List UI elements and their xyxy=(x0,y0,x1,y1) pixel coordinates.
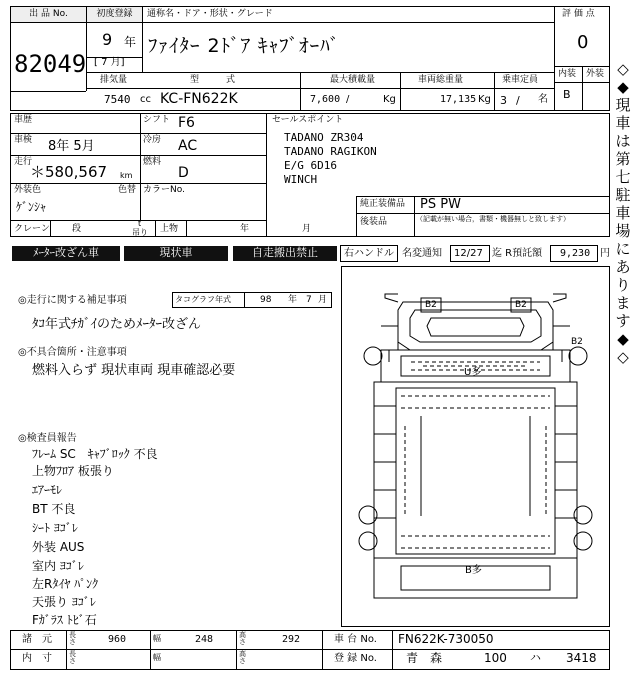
score-value: 0 xyxy=(577,32,589,53)
capacity-value: 3 xyxy=(500,94,507,107)
score-label: 評 価 点 xyxy=(562,9,595,19)
first-reg-year: 9 xyxy=(102,30,113,49)
mileage-unit: km xyxy=(120,171,133,180)
color-no-label: カラーNo. xyxy=(143,185,185,195)
equip-value: PS PW xyxy=(420,197,461,212)
capacity-label: 乗車定員 xyxy=(502,75,539,85)
fuel-value: D xyxy=(178,165,189,181)
first-reg-year-unit: 年 xyxy=(124,35,137,49)
diagram-b2-left: B2 xyxy=(425,300,437,310)
color-change-label: 色替 xyxy=(118,185,137,195)
history-label: 車歴 xyxy=(14,115,33,125)
height-label: 高さ xyxy=(239,631,246,646)
chassis-value: FN622K-730050 xyxy=(398,632,494,646)
width-value: 248 xyxy=(195,634,214,645)
upper-label: 上物 xyxy=(160,224,179,234)
car-name: ﾌｧｲﾀｰ 2ﾄﾞｱ ｷｬﾌﾞｵｰﾊﾞ xyxy=(148,35,341,57)
tag-no-self-drive: 自走搬出禁止 xyxy=(233,246,337,261)
tacho-month-unit: 月 xyxy=(318,295,328,305)
color-value: ｹﾞﾝｼｬ xyxy=(16,200,47,214)
reg-number: 3418 xyxy=(566,651,597,665)
model-label: 型 式 xyxy=(190,75,236,85)
model-value: KC-FN622K xyxy=(160,91,238,107)
fuel-label: 燃料 xyxy=(143,157,162,167)
inner-width-label: 幅 xyxy=(153,653,161,662)
defect-note: 燃料入らず 現状車両 現車確認必要 xyxy=(32,363,236,378)
inspector-line-8: 左Rﾀｲﾔ ﾊﾟﾝｸ xyxy=(32,577,99,591)
sales-line-1: TADANO ZR304 xyxy=(284,131,364,144)
diagram-b2-side: B2 xyxy=(571,337,583,347)
inner-length-label: 長さ xyxy=(69,650,76,665)
length-label: 長さ xyxy=(69,631,76,646)
gvw-label: 車両総重量 xyxy=(418,75,464,85)
first-reg-month: [ 7 月] xyxy=(94,57,125,68)
displacement-label: 排気量 xyxy=(100,75,128,85)
handle-value: 右ハンドル xyxy=(344,248,394,259)
inspection-value: 8年 5月 xyxy=(48,139,95,154)
crane-label: クレーン xyxy=(14,224,50,234)
equip-label: 純正装備品 xyxy=(360,199,406,209)
displacement-unit: cc xyxy=(140,94,151,105)
chassis-label: 車 台 No. xyxy=(334,634,377,645)
mileage-label: 走行 xyxy=(14,157,33,167)
footer-frame xyxy=(10,630,610,670)
recycle-label: 迄 R預託額 xyxy=(492,248,543,259)
crane-ton: t xyxy=(138,219,142,228)
capacity-unit: 名 xyxy=(538,94,548,105)
name-change-value: 12/27 xyxy=(454,248,483,259)
inspector-title: ◎検査員報告 xyxy=(18,433,77,444)
dims-label: 諸 元 xyxy=(22,634,52,645)
name-change-label: 名変通知 xyxy=(402,248,442,259)
sales-point-label: セールスポイント xyxy=(272,115,344,125)
tacho-year: 98 xyxy=(260,295,272,305)
ac-label: 冷房 xyxy=(143,135,162,145)
capacity-slash: / xyxy=(516,94,520,107)
tag-meter-tampered: ﾒｰﾀｰ改ざん車 xyxy=(12,246,120,261)
cargo-value: 7,600 xyxy=(310,94,341,105)
gvw-unit: Kg xyxy=(478,94,491,105)
reg-kana: ハ xyxy=(530,651,541,664)
recycle-unit: 円 xyxy=(600,248,610,259)
gvw-value: 17,135 xyxy=(440,94,477,105)
diagram-u-mark: U多 xyxy=(464,367,482,378)
inspector-line-1: ﾌﾚｰﾑ SC ｷｬﾌﾞﾛｯｸ 不良 xyxy=(32,447,158,461)
recycle-value: 9,230 xyxy=(560,248,591,259)
inspector-line-4: BT 不良 xyxy=(32,502,76,516)
driving-notes-title: ◎走行に関する補足事項 xyxy=(18,295,127,306)
lot-number: 82049 xyxy=(14,50,87,78)
shift-label: シフト xyxy=(143,115,171,125)
side-banner-text: ◇ ◆ 現 車 は 第 七 駐 車 場 に あ り ま す ◆ ◇ xyxy=(615,60,631,366)
cargo-label: 最大積載量 xyxy=(330,75,376,85)
first-reg-label: 初度登録 xyxy=(87,7,142,22)
sales-line-4: WINCH xyxy=(284,173,318,186)
mileage-value: ＊580,567 xyxy=(30,163,108,181)
sales-line-3: E/G 6D16 xyxy=(284,159,337,172)
width-label: 幅 xyxy=(153,634,161,643)
diagram-b-mark: B多 xyxy=(465,565,482,576)
sales-line-2: TADANO RAGIKON xyxy=(284,145,377,158)
inner-height-label: 高さ xyxy=(239,650,246,665)
upper-year: 年 xyxy=(240,224,250,234)
tacho-year-unit: 年 xyxy=(288,295,298,305)
crane-dan: 段 xyxy=(72,224,82,234)
inspector-line-9: 天張り ﾖｺﾞﾚ xyxy=(32,595,96,609)
crane-tsuri: 吊り xyxy=(132,228,148,237)
inspector-line-6: 外装 AUS xyxy=(32,540,85,554)
inspection-label: 車検 xyxy=(14,135,33,145)
color-label: 外装色 xyxy=(14,185,42,195)
exterior-label: 外装 xyxy=(586,69,605,79)
inspector-line-10: Fｶﾞﾗｽ ﾄﾋﾞ石 xyxy=(32,613,97,627)
shift-value: F6 xyxy=(178,115,195,131)
reg-label: 登 録 No. xyxy=(334,653,377,664)
displacement-value: 7540 xyxy=(104,93,131,106)
reg-class: 100 xyxy=(484,651,507,665)
tacho-month: 7 xyxy=(306,295,312,305)
inspector-line-7: 室内 ﾖｺﾞﾚ xyxy=(32,559,84,573)
cargo-slash: / xyxy=(346,94,350,105)
interior-label: 内装 xyxy=(558,69,577,79)
ac-value: AC xyxy=(178,138,198,154)
driving-note: ﾀｺ年式ﾁｶﾞｲのためﾒｰﾀｰ改ざん xyxy=(32,317,202,332)
defect-title: ◎不具合箇所・注意事項 xyxy=(18,347,127,358)
height-value: 292 xyxy=(282,634,301,645)
inspector-line-5: ｼｰﾄ ﾖｺﾞﾚ xyxy=(32,521,78,535)
length-value: 960 xyxy=(108,634,127,645)
aftermarket-note: （記載が無い場合，書類・機器無しと致します） xyxy=(416,215,570,223)
tacho-label: タコグラフ年式 xyxy=(175,295,231,304)
lot-label: 出 品 No. xyxy=(11,7,86,22)
car-name-label: 通称名・ドア・形状・グレード xyxy=(147,9,273,19)
inner-dims-label: 内 寸 xyxy=(22,653,52,664)
cargo-unit: Kg xyxy=(383,94,396,105)
tag-as-is: 現状車 xyxy=(124,246,228,261)
interior-grade: B xyxy=(563,88,571,101)
diagram-b2-right: B2 xyxy=(515,300,527,310)
reg-region: 青 森 xyxy=(406,651,443,665)
aftermarket-label: 後装品 xyxy=(360,217,388,227)
inspector-line-3: ｴｱｰﾓﾚ xyxy=(32,483,63,497)
upper-month: 月 xyxy=(302,224,312,234)
inspector-line-2: 上物ﾌﾛｱ 板張り xyxy=(32,464,114,478)
